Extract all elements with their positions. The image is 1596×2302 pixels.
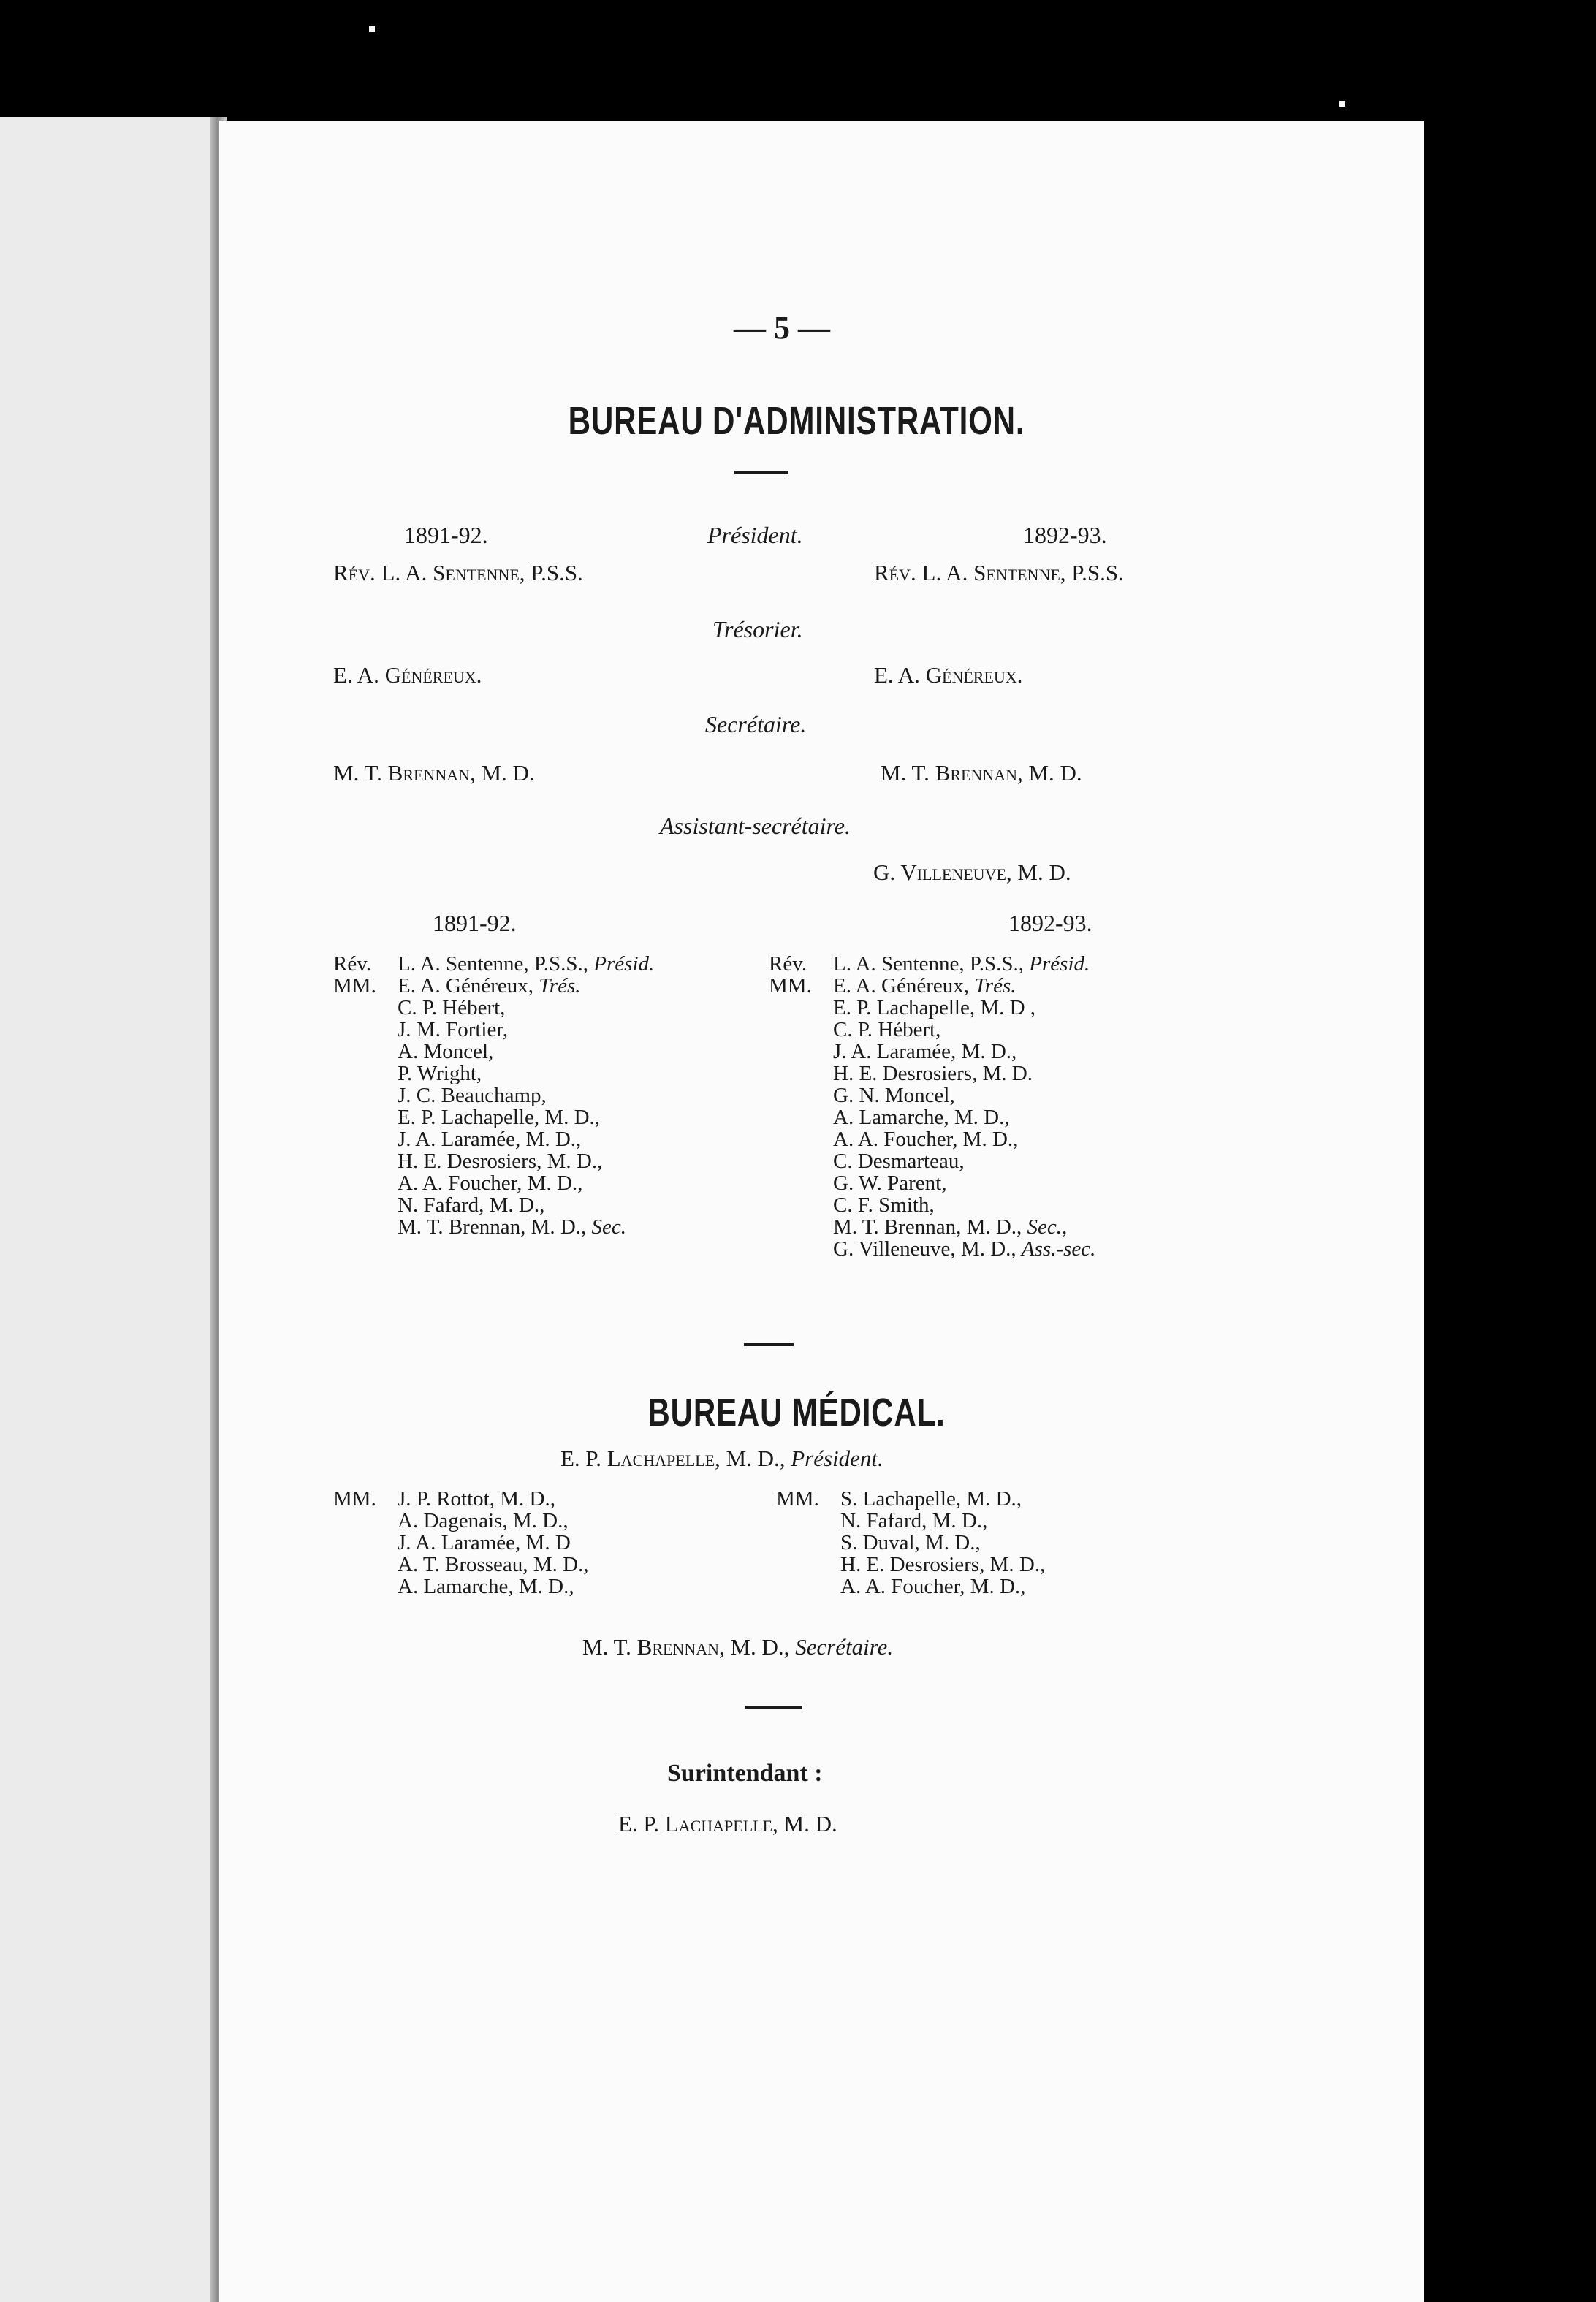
list-item-name: G. N. Moncel,: [833, 1084, 955, 1107]
medical-list-left: [333, 1488, 589, 1598]
role-president: Président.: [707, 522, 803, 548]
members-year-left: 1891-92.: [433, 910, 517, 936]
list-item-prefix: [776, 1510, 840, 1532]
list-item-prefix: [333, 1532, 398, 1554]
list-item-name: C. P. Hébert,: [398, 996, 506, 1019]
list-item-prefix: [769, 1106, 833, 1128]
list-item-name: M. T. Brennan, M. D.,: [833, 1215, 1027, 1239]
role-secretaire: Secrétaire.: [705, 711, 807, 737]
surintendant-name: E. P. Lachapelle, M. D.: [618, 1811, 837, 1836]
list-item-name: J. A. Laramée, M. D: [398, 1531, 571, 1554]
list-item: [769, 1063, 1095, 1084]
list-item-name: C. F. Smith,: [833, 1193, 935, 1217]
list-item: [776, 1576, 1045, 1598]
list-item-prefix: [333, 1194, 398, 1216]
list-item-prefix: [333, 1041, 398, 1063]
list-item-name: S. Lachapelle, M. D.,: [840, 1487, 1022, 1511]
list-item: [333, 1532, 589, 1554]
list-item-name: A. A. Foucher, M. D.,: [833, 1128, 1019, 1151]
list-item-prefix: [769, 1019, 833, 1041]
list-item: [776, 1554, 1045, 1576]
list-item: [769, 1194, 1095, 1216]
bureau-administration-title: BUREAU D'ADMINISTRATION.: [568, 399, 1025, 443]
list-item: [333, 1128, 654, 1150]
list-item-role: Trés.: [539, 974, 581, 998]
list-item-name: L. A. Sentenne, P.S.S.,: [398, 952, 594, 976]
list-item-prefix: [776, 1532, 840, 1554]
list-item: [333, 1488, 589, 1510]
list-item-role: Ass.-sec.: [1021, 1237, 1096, 1261]
medical-president: [560, 1446, 884, 1472]
list-item-prefix: MM.: [776, 1487, 819, 1511]
list-item: [333, 1106, 654, 1128]
list-item-name: H. E. Desrosiers, M. D.,: [840, 1553, 1046, 1576]
list-item-name: A. Dagenais, M. D.,: [398, 1509, 569, 1532]
list-item: [333, 1150, 654, 1172]
list-item-prefix: [333, 1216, 398, 1238]
list-item-prefix: [769, 1172, 833, 1194]
list-item-name: A. A. Foucher, M. D.,: [840, 1575, 1026, 1598]
list-item-prefix: [333, 997, 398, 1019]
list-item: [769, 1041, 1095, 1063]
list-item-prefix: [769, 997, 833, 1019]
list-item-prefix: Rév.: [333, 952, 372, 976]
list-item-name: J. C. Beauchamp,: [398, 1084, 547, 1107]
medical-secretary-name: M. T. Brennan, M. D.,: [582, 1634, 796, 1660]
list-item-prefix: [769, 1084, 833, 1106]
scan-speck: [1340, 101, 1345, 107]
list-item-name: S. Duval, M. D.,: [840, 1531, 981, 1554]
list-item-prefix: [333, 1019, 398, 1041]
year-right: 1892-93.: [1023, 522, 1107, 548]
list-item-prefix: [333, 1084, 398, 1106]
role-assistant-secretaire: Assistant-secrétaire.: [660, 813, 851, 839]
page-number: — 5 —: [734, 310, 830, 346]
list-item-name: J. M. Fortier,: [398, 1018, 509, 1041]
scan-speck: [369, 26, 375, 32]
medical-secretary-role: Secrétaire.: [795, 1634, 894, 1660]
list-item-name: E. P. Lachapelle, M. D ,: [833, 996, 1036, 1019]
list-item-prefix: [333, 1128, 398, 1150]
list-item-role: Trés.: [974, 974, 1016, 998]
list-item-name: P. Wright,: [398, 1062, 482, 1085]
list-item: [333, 1216, 654, 1238]
year-left: 1891-92.: [404, 522, 488, 548]
list-item-name: C. P. Hébert,: [833, 1018, 941, 1041]
list-item: [333, 1041, 654, 1063]
medical-list-right: [776, 1488, 1045, 1598]
list-item-prefix: [769, 1041, 833, 1063]
list-item: [769, 1084, 1095, 1106]
list-item-name: N. Fafard, M. D.,: [398, 1193, 545, 1217]
list-item-prefix: MM.: [333, 1487, 376, 1511]
role-tresorier: Trésorier.: [712, 616, 803, 642]
list-item-prefix: [333, 1106, 398, 1128]
list-item-name: H. E. Desrosiers, M. D.: [833, 1062, 1033, 1085]
assistant-right: G. Villeneuve, M. D.: [873, 859, 1071, 885]
members-list-left: [333, 953, 654, 1238]
members-list-right: [769, 953, 1095, 1260]
list-item-prefix: [769, 1194, 833, 1216]
list-item-prefix: [333, 1063, 398, 1084]
list-item-prefix: [333, 1576, 398, 1598]
surintendant-label: Surintendant :: [667, 1760, 823, 1787]
medical-president-role: Président.: [791, 1446, 884, 1471]
list-item-name: E. P. Lachapelle, M. D.,: [398, 1106, 601, 1129]
list-item: [776, 1488, 1045, 1510]
list-item-name: A. Lamarche, M. D.,: [833, 1106, 1010, 1129]
list-item-prefix: MM.: [333, 974, 376, 998]
list-item-role: Sec.: [591, 1215, 627, 1239]
list-item: [769, 953, 1095, 975]
list-item-prefix: [769, 1238, 833, 1260]
list-item: [333, 1019, 654, 1041]
list-item-prefix: [333, 1510, 398, 1532]
list-item-role: Sec.,: [1027, 1215, 1068, 1239]
list-item: [333, 1063, 654, 1084]
list-item-name: G. W. Parent,: [833, 1171, 947, 1195]
list-item-prefix: [769, 1150, 833, 1172]
list-item: [769, 1128, 1095, 1150]
divider: [734, 471, 788, 474]
secretaire-right: M. T. Brennan, M. D.: [881, 760, 1082, 786]
list-item-name: J. P. Rottot, M. D.,: [398, 1487, 555, 1511]
list-item: [769, 1019, 1095, 1041]
list-item: [776, 1510, 1045, 1532]
list-item: [333, 1554, 589, 1576]
left-page-edge: [0, 117, 219, 2302]
medical-secretary: [582, 1634, 893, 1660]
list-item: [333, 1510, 589, 1532]
list-item-prefix: [333, 1150, 398, 1172]
list-item-name: E. A. Généreux,: [833, 974, 975, 998]
list-item: [333, 1172, 654, 1194]
list-item-name: C. Desmarteau,: [833, 1150, 965, 1173]
list-item: [769, 975, 1095, 997]
list-item-name: L. A. Sentenne, P.S.S.,: [833, 952, 1030, 976]
list-item: [769, 1216, 1095, 1238]
list-item-prefix: [769, 1128, 833, 1150]
bureau-medical-title: BUREAU MÉDICAL.: [647, 1391, 946, 1435]
secretaire-left: M. T. Brennan, M. D.: [333, 760, 535, 786]
list-item: [769, 1150, 1095, 1172]
list-item: [333, 997, 654, 1019]
tresorier-left: E. A. Généreux.: [333, 662, 482, 688]
list-item-prefix: [776, 1554, 840, 1576]
president-right: Rév. L. A. Sentenne, P.S.S.: [874, 560, 1124, 585]
list-item: [769, 1106, 1095, 1128]
list-item: [776, 1532, 1045, 1554]
list-item-prefix: Rév.: [769, 952, 808, 976]
list-item-name: A. Lamarche, M. D.,: [398, 1575, 574, 1598]
list-item-name: A. T. Brosseau, M. D.,: [398, 1553, 589, 1576]
divider: [744, 1343, 794, 1346]
list-item-name: J. A. Laramée, M. D.,: [398, 1128, 582, 1151]
list-item-name: J. A. Laramée, M. D.,: [833, 1040, 1017, 1063]
list-item: [333, 1194, 654, 1216]
list-item-role: Présid.: [1029, 952, 1090, 976]
list-item-name: N. Fafard, M. D.,: [840, 1509, 988, 1532]
members-year-right: 1892-93.: [1008, 910, 1092, 936]
list-item-prefix: [769, 1063, 833, 1084]
president-left: Rév. L. A. Sentenne, P.S.S.: [333, 560, 583, 585]
list-item: [333, 953, 654, 975]
list-item-prefix: [769, 1216, 833, 1238]
list-item-name: E. A. Généreux,: [398, 974, 539, 998]
list-item-name: H. E. Desrosiers, M. D.,: [398, 1150, 603, 1173]
divider: [745, 1706, 802, 1709]
list-item-role: Présid.: [593, 952, 655, 976]
list-item-prefix: MM.: [769, 974, 812, 998]
list-item-prefix: [776, 1576, 840, 1598]
list-item: [333, 975, 654, 997]
list-item-name: A. Moncel,: [398, 1040, 494, 1063]
list-item: [769, 1172, 1095, 1194]
list-item-name: M. T. Brennan, M. D.,: [398, 1215, 592, 1239]
list-item: [333, 1084, 654, 1106]
list-item: [769, 997, 1095, 1019]
list-item-name: G. Villeneuve, M. D.,: [833, 1237, 1022, 1261]
list-item-prefix: [333, 1554, 398, 1576]
tresorier-right: E. A. Généreux.: [874, 662, 1023, 688]
list-item: [769, 1238, 1095, 1260]
list-item-prefix: [333, 1172, 398, 1194]
list-item-name: A. A. Foucher, M. D.,: [398, 1171, 583, 1195]
list-item: [333, 1576, 589, 1598]
medical-president-name: E. P. Lachapelle, M. D.,: [560, 1446, 791, 1471]
